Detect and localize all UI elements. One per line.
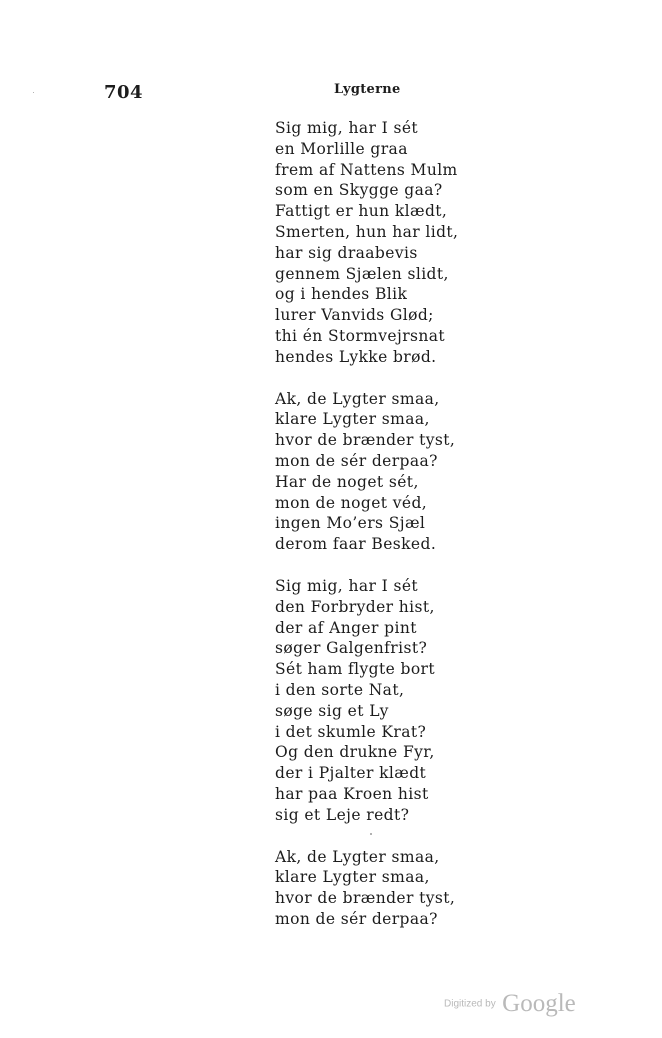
poem-line: mon de sér derpaa?	[275, 909, 438, 928]
poem-line: har sig draabevis	[275, 243, 418, 262]
poem-line: Fattigt er hun klædt,	[275, 202, 448, 221]
poem-line: der af Anger pint	[275, 618, 417, 637]
poem-line: Ak, de Lygter smaa,	[275, 847, 440, 866]
poem-line: mon de sér derpaa?	[275, 451, 438, 470]
poem-line: den Forbryder hist,	[275, 597, 435, 616]
poem-line: Sét ham flygte bort	[275, 660, 435, 679]
poem-line: Smerten, hun har lidt,	[275, 222, 459, 241]
poem-line: gennem Sjælen slidt,	[275, 264, 449, 283]
poem-line: Ak, de Lygter smaa,	[275, 389, 440, 408]
poem-line: thi én Stormvejrsnat	[275, 326, 446, 345]
poem-line: hendes Lykke brød.	[275, 347, 437, 366]
google-logo: Google	[502, 990, 576, 1017]
poem-line: klare Lygter smaa,	[275, 868, 430, 887]
poem-line: Har de noget sét,	[275, 472, 419, 491]
poem-line: i det skumle Krat?	[275, 722, 427, 741]
digitized-by-google-watermark	[444, 990, 576, 1018]
poem	[275, 118, 575, 951]
poem-line: hvor de brænder tyst,	[275, 889, 456, 908]
print-speck	[370, 833, 372, 835]
print-speck	[33, 92, 34, 93]
poem-line: søge sig et Ly	[275, 701, 389, 720]
poem-line: har paa Kroen hist	[275, 784, 429, 803]
stanza-4	[275, 847, 575, 930]
poem-line: i den sorte Nat,	[275, 680, 405, 699]
poem-line: Sig mig, har I sét	[275, 576, 419, 595]
page-number: 704	[104, 82, 144, 103]
poem-line: sig et Leje redt?	[275, 805, 410, 824]
poem-line: klare Lygter smaa,	[275, 410, 430, 429]
running-title: Lygterne	[334, 82, 401, 97]
poem-line: frem af Nattens Mulm	[275, 160, 458, 179]
poem-line: derom faar Besked.	[275, 535, 437, 554]
stanza-2	[275, 389, 575, 555]
stanza-1	[275, 118, 575, 368]
poem-line: Og den drukne Fyr,	[275, 743, 435, 762]
poem-line: søger Galgenfrist?	[275, 639, 428, 658]
poem-line: ingen Mo’ers Sjæl	[275, 514, 426, 533]
poem-line: som en Skygge gaa?	[275, 181, 443, 200]
poem-line: og i hendes Blik	[275, 285, 408, 304]
stanza-3	[275, 576, 575, 826]
poem-line: en Morlille graa	[275, 139, 408, 158]
watermark-prefix: Digitized by	[444, 998, 496, 1010]
poem-line: Sig mig, har I sét	[275, 119, 419, 137]
poem-line: mon de noget véd,	[275, 493, 428, 512]
poem-line: der i Pjalter klædt	[275, 764, 427, 783]
poem-line: lurer Vanvids Glød;	[275, 306, 434, 325]
poem-line: hvor de brænder tyst,	[275, 431, 456, 450]
